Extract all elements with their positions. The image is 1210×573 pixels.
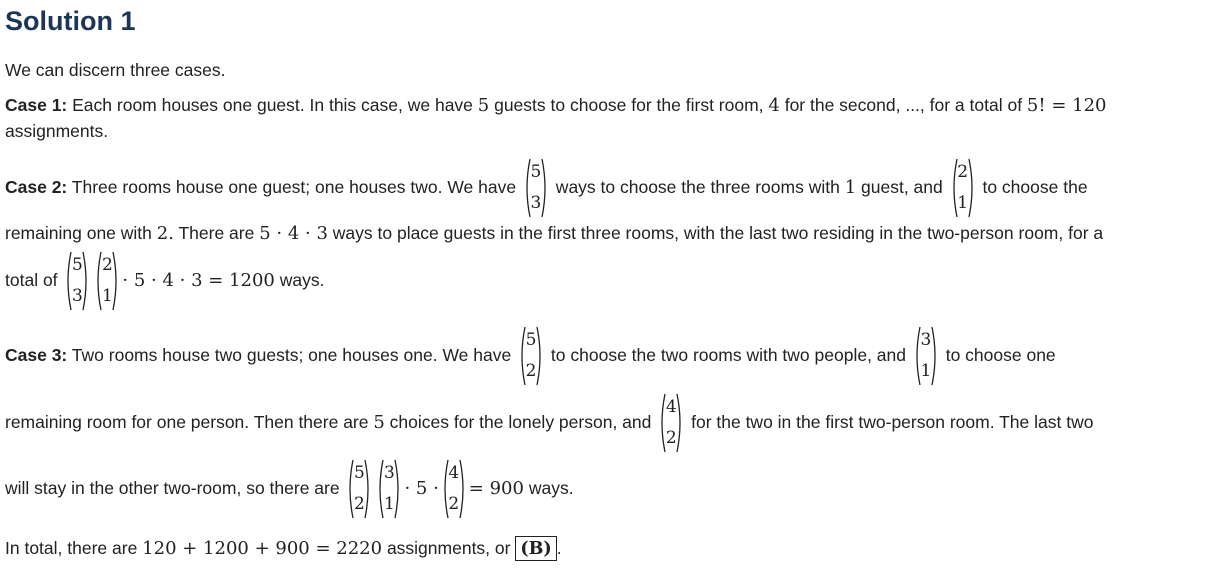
case1-n5: 5 <box>477 95 490 116</box>
case1-text-b: guests to choose for the first room, <box>489 95 769 115</box>
case3-line-2 <box>5 387 1093 457</box>
binom-top: 5 <box>354 463 365 484</box>
case1-n4: 4 <box>768 95 780 116</box>
total-text-c: . <box>556 538 562 558</box>
total-line <box>5 536 562 561</box>
case1-text-a: Each room houses one guest. In this case, we have <box>67 95 478 115</box>
binom-bottom: 3 <box>530 193 542 214</box>
binomial <box>442 458 466 520</box>
case2-text-g: ways to place guests in the first three rooms, with the last two residing in the two-person room, for a <box>327 223 1104 243</box>
case3-line-3 <box>5 453 574 523</box>
case2-expr-prod: 5 · 4 · 3 <box>259 223 328 244</box>
case2-text-c: guest, and <box>856 177 948 197</box>
case2-text-f: There are <box>173 223 260 243</box>
case1-line-2 <box>5 121 108 142</box>
binomial <box>347 458 371 520</box>
case2-text-b: ways to choose the three rooms with <box>550 177 845 197</box>
case3-text-c: to choose one <box>940 345 1056 365</box>
case3-expr-mid: · 5 · <box>404 478 439 499</box>
case2-label: Case 2: <box>5 177 68 197</box>
case3-n5: 5 <box>373 412 385 433</box>
binomial <box>524 157 548 219</box>
binom-bottom: 2 <box>525 361 537 382</box>
binom-top: 5 <box>71 255 83 276</box>
binom-top: 5 <box>525 330 537 351</box>
binom-bottom: 2 <box>448 494 460 515</box>
case3-text-f: for the two in the first two-person room. The last two <box>686 412 1094 432</box>
binom-top: 4 <box>665 397 677 418</box>
binom-top: 3 <box>384 463 395 484</box>
binomial <box>951 157 975 219</box>
binomial <box>65 250 89 312</box>
case2-line-3 <box>5 245 324 315</box>
case3-line-1 <box>5 320 1056 390</box>
case3-text-b: to choose the two rooms with two people, and <box>546 345 911 365</box>
binom-top: 4 <box>448 463 460 484</box>
case1-text-c: for the second, ..., for a total of <box>779 95 1027 115</box>
binom-bottom: 2 <box>665 428 677 449</box>
binom-top: 5 <box>530 162 542 183</box>
binom-bottom: 1 <box>384 494 395 515</box>
case1-text-d: assignments. <box>5 121 109 141</box>
binom-bottom: 1 <box>957 193 969 214</box>
binom-top: 3 <box>920 330 932 351</box>
binom-top: 2 <box>957 162 969 183</box>
case2-n2: 2. <box>156 223 174 244</box>
binomial <box>519 325 543 387</box>
binom-top: 2 <box>101 255 113 276</box>
total-text-a: In total, there are <box>5 538 143 558</box>
case3-text-d: remaining room for one person. Then there are <box>5 412 374 432</box>
binom-bottom: 3 <box>71 286 83 307</box>
binom-bottom: 1 <box>101 286 113 307</box>
case1-label: Case 1: <box>5 95 68 115</box>
case3-text-e: choices for the lonely person, and <box>384 412 657 432</box>
case2-text-h: total of <box>5 270 63 290</box>
case2-text-e: remaining one with <box>5 223 157 243</box>
total-text-b: assignments, or <box>382 538 516 558</box>
binom-bottom: 2 <box>354 494 365 515</box>
case3-text-a: Two rooms house two guests; one houses one. We have <box>67 345 517 365</box>
solution-title: Solution 1 <box>5 6 136 36</box>
answer-box: (B) <box>515 536 556 561</box>
binomial <box>377 458 401 520</box>
intro-text: We can discern three cases. <box>5 60 226 80</box>
binom-bottom: 1 <box>920 361 932 382</box>
case2-text-d: to choose the <box>977 177 1088 197</box>
case2-text-a: Three rooms house one guest; one houses two. We have <box>67 177 521 197</box>
case2-text-i: ways. <box>274 270 325 290</box>
intro-line <box>5 60 225 81</box>
case1-line-1 <box>5 95 1107 116</box>
case2-n1: 1 <box>844 177 857 198</box>
binomial <box>95 250 119 312</box>
case3-text-h: ways. <box>523 478 574 498</box>
total-expr: 120 + 1200 + 900 = 2220 <box>142 538 383 559</box>
case3-expr-total: = 900 <box>468 478 524 499</box>
case2-line-1 <box>5 152 1088 222</box>
case3-text-g: will stay in the other two-room, so there are <box>5 478 345 498</box>
binomial <box>659 392 683 454</box>
case1-expr: 5! = 120 <box>1026 95 1107 116</box>
binomial <box>914 325 938 387</box>
case2-line-2 <box>5 223 1103 244</box>
case2-expr-total: · 5 · 4 · 3 = 1200 <box>122 270 275 291</box>
case3-label: Case 3: <box>5 345 68 365</box>
